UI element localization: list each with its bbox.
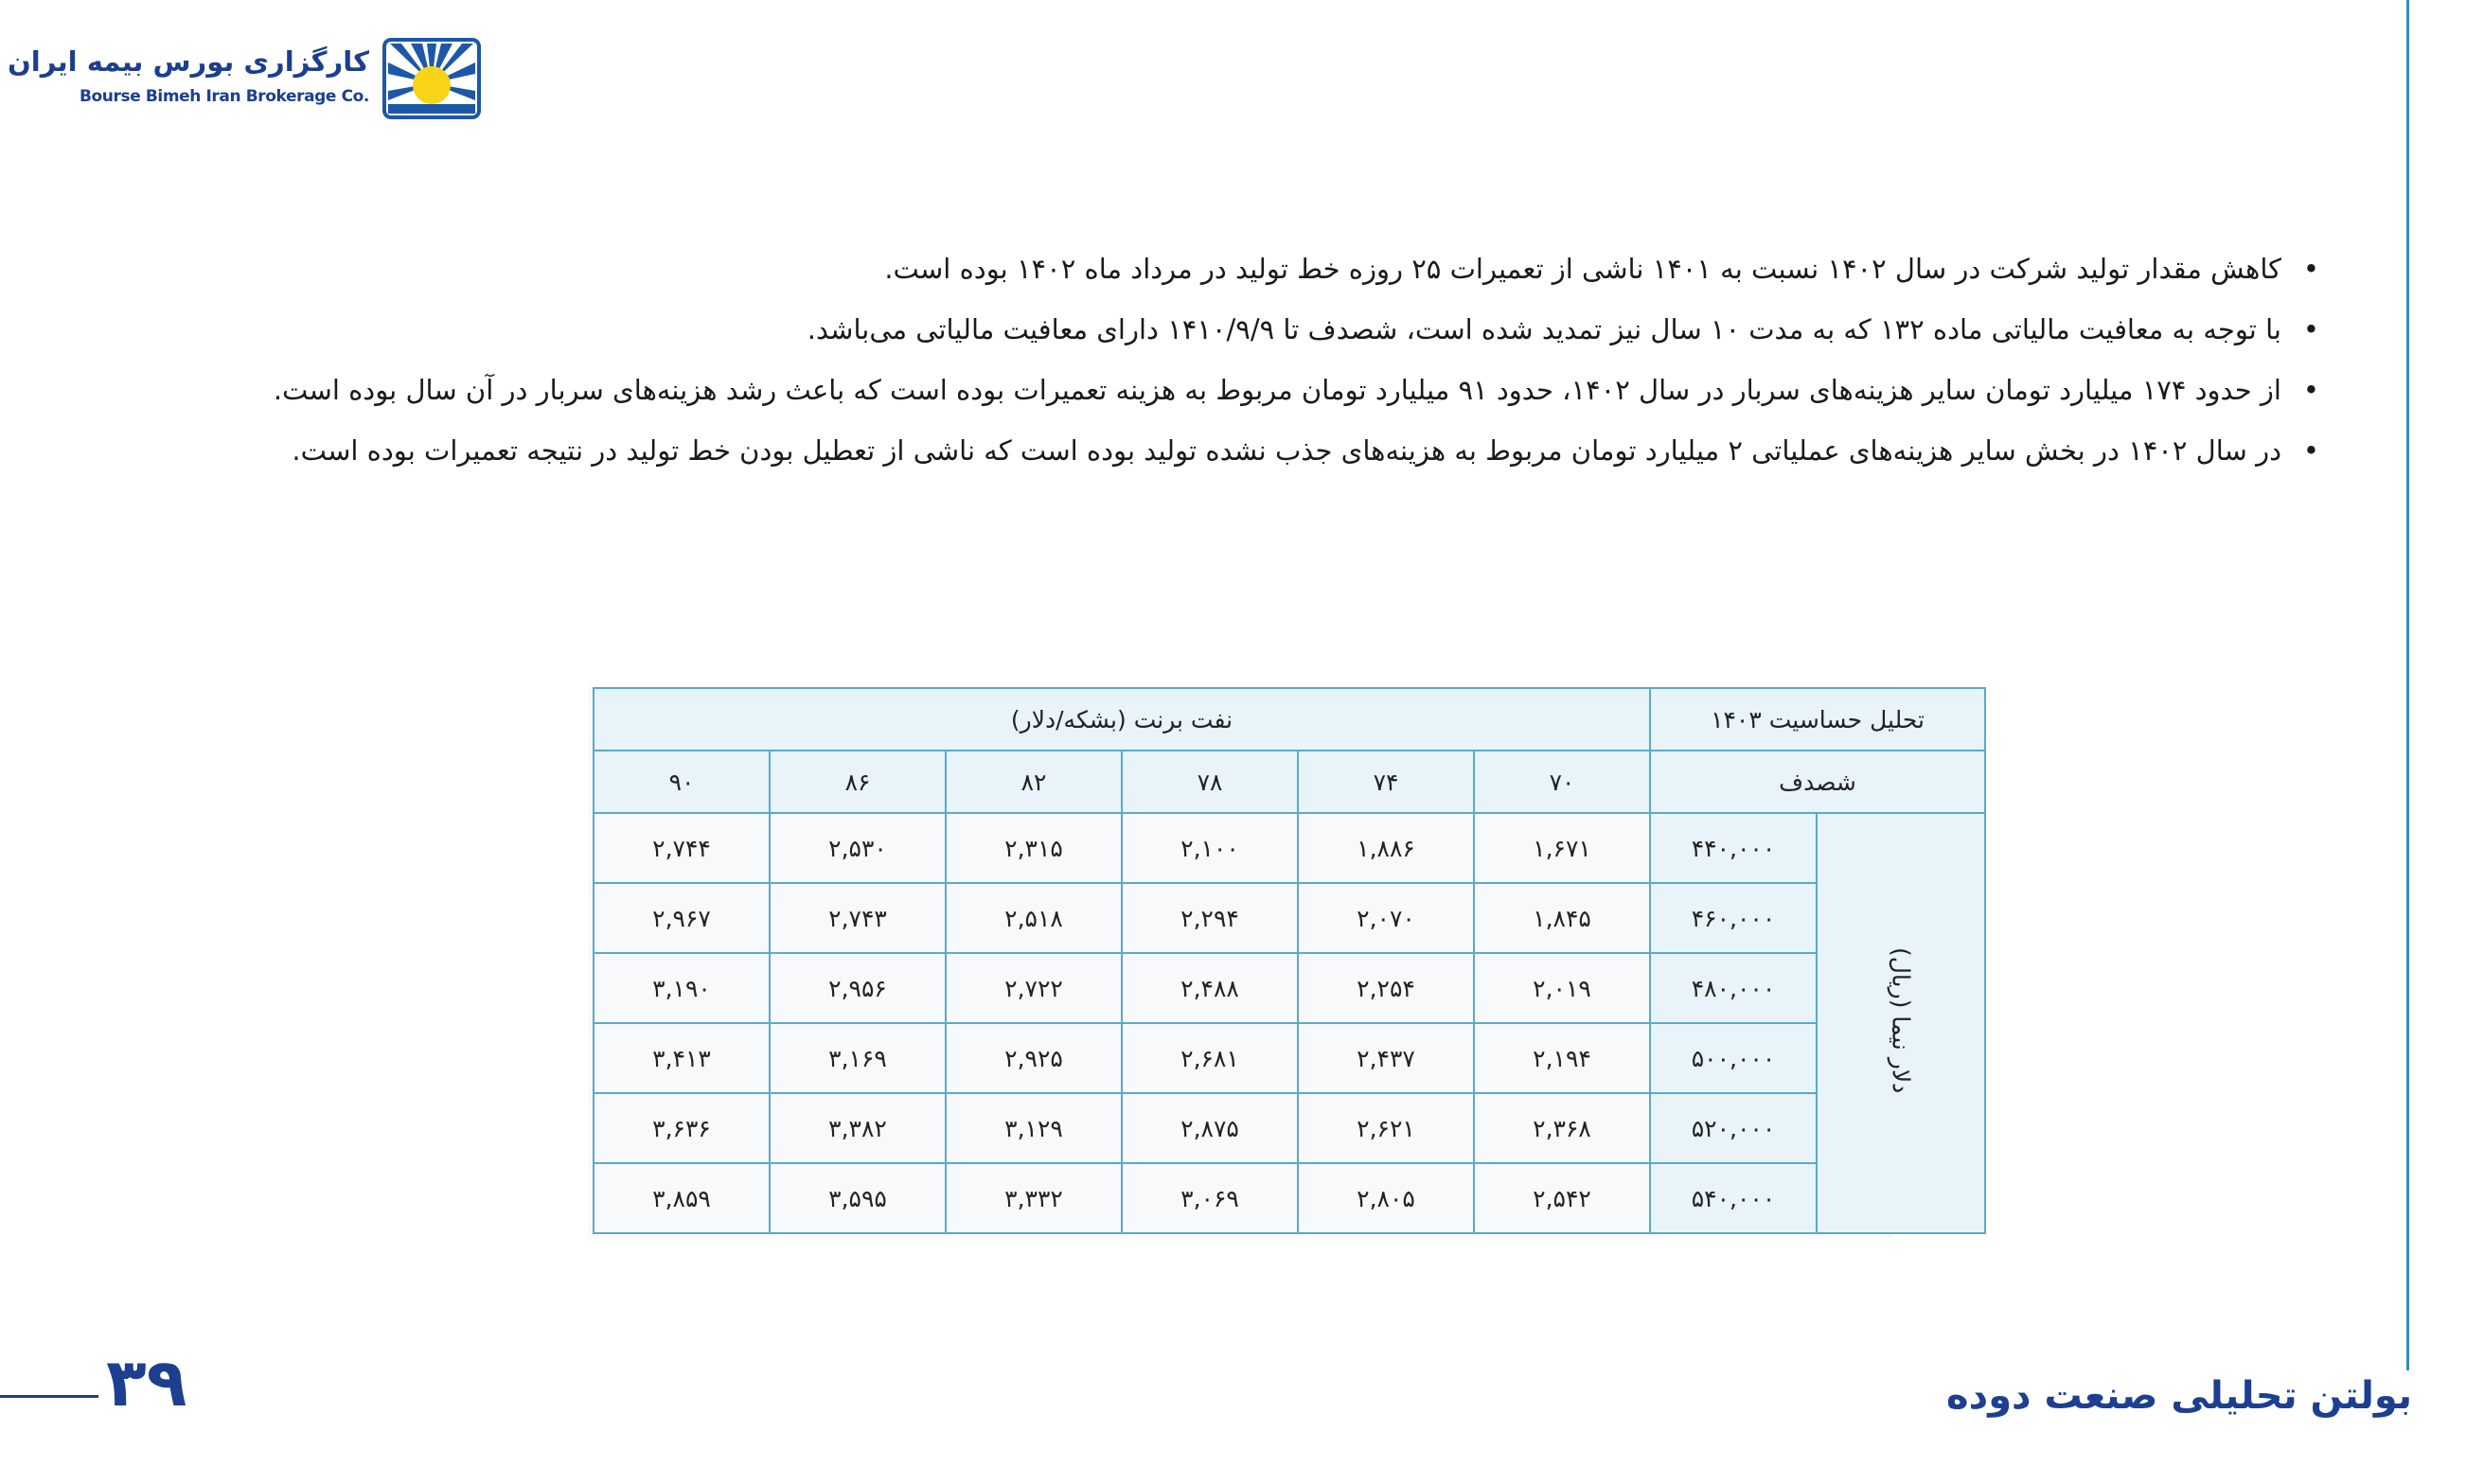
row-header: ۴۸۰,۰۰۰	[1650, 953, 1817, 1023]
row-header: ۵۴۰,۰۰۰	[1650, 1163, 1817, 1233]
table-cell: ۳,۶۳۶	[594, 1093, 770, 1163]
table-cell: ۲,۸۷۵	[1122, 1093, 1298, 1163]
row-header: ۵۰۰,۰۰۰	[1650, 1023, 1817, 1093]
page-number: ۳۹	[106, 1344, 187, 1422]
table-cell: ۳,۱۹۰	[594, 953, 770, 1023]
table-cell: ۲,۴۳۷	[1298, 1023, 1474, 1093]
row-header: ۴۴۰,۰۰۰	[1650, 813, 1817, 883]
bulletin-title: بولتن تحلیلی صنعت دوده	[1946, 1374, 2412, 1418]
company-logo	[8, 38, 481, 121]
nima-dollar-header	[1817, 813, 1985, 1233]
page-divider-line	[2406, 0, 2409, 1370]
table-cell: ۲,۷۴۳	[770, 883, 946, 953]
table-cell: ۳,۸۵۹	[594, 1163, 770, 1233]
row-header: ۵۲۰,۰۰۰	[1650, 1093, 1817, 1163]
brent-oil-header: نفت برنت (بشکه/دلار)	[594, 688, 1650, 751]
table-cell: ۳,۱۶۹	[770, 1023, 946, 1093]
table-cell: ۲,۷۲۲	[946, 953, 1122, 1023]
table-cell: ۲,۵۳۰	[770, 813, 946, 883]
table-cell: ۱,۸۸۶	[1298, 813, 1474, 883]
symbol-cell: شصدف	[1650, 751, 1985, 813]
table-cell: ۲,۲۹۴	[1122, 883, 1298, 953]
bullet-item: • کاهش مقدار تولید شرکت در سال ۱۴۰۲ نسبت به ۱۴۰۱ ناشی از تعمیرات ۲۵ روزه خط تولید در مرداد ماه ۱۴۰۲ بوده است.	[51, 238, 2323, 299]
table-title: تحلیل حساسیت ۱۴۰۳	[1650, 688, 1985, 751]
table-cell: ۲,۵۱۸	[946, 883, 1122, 953]
table-cell: ۳,۱۲۹	[946, 1093, 1122, 1163]
table-cell: ۲,۴۸۸	[1122, 953, 1298, 1023]
table-cell: ۳,۵۹۵	[770, 1163, 946, 1233]
table-cell: ۳,۴۱۳	[594, 1023, 770, 1093]
table-cell: ۱,۶۷۱	[1474, 813, 1650, 883]
page-number-underline	[0, 1395, 98, 1398]
table-cell: ۲,۶۲۱	[1298, 1093, 1474, 1163]
bullet-item: • با توجه به معافیت مالیاتی ماده ۱۳۲ که به مدت ۱۰ سال نیز تمدید شده است، شصدف تا ۱۴۱۰/۹/۹ دارای معافیت مالیاتی می‌باشد.	[51, 299, 2323, 360]
table-cell: ۳,۰۶۹	[1122, 1163, 1298, 1233]
column-header: ۷۰	[1474, 751, 1650, 813]
table-cell: ۳,۳۳۲	[946, 1163, 1122, 1233]
table-cell: ۱,۸۴۵	[1474, 883, 1650, 953]
logo-name-en: Bourse Bimeh Iran Brokerage Co.	[79, 87, 369, 106]
column-header: ۹۰	[594, 751, 770, 813]
table-cell: ۲,۰۱۹	[1474, 953, 1650, 1023]
bullet-list	[51, 238, 2323, 481]
column-header: ۸۶	[770, 751, 946, 813]
table-cell: ۲,۲۵۴	[1298, 953, 1474, 1023]
column-header: ۷۴	[1298, 751, 1474, 813]
table-cell: ۲,۹۶۷	[594, 883, 770, 953]
table-cell: ۲,۹۵۶	[770, 953, 946, 1023]
logo-name-fa: کارگزاری بورس بیمه ایران	[8, 45, 369, 78]
table-cell: ۳,۳۸۲	[770, 1093, 946, 1163]
sun-logo-icon	[382, 38, 481, 119]
table-cell: ۲,۱۹۴	[1474, 1023, 1650, 1093]
table-cell: ۲,۳۱۵	[946, 813, 1122, 883]
bullet-item: • از حدود ۱۷۴ میلیارد تومان سایر هزینه‌های سربار در سال ۱۴۰۲، حدود ۹۱ میلیارد تومان مربوط به هزینه تعمیرات بوده است که باعث رشد هزینه‌های سربار در آن سال بوده است.	[51, 360, 2323, 420]
bullet-item: • در سال ۱۴۰۲ در بخش سایر هزینه‌های عملیاتی ۲ میلیارد تومان مربوط به هزینه‌های جذب نشده تولید بوده است که ناشی از تعطیل بودن خط تولید در نتیجه تعمیرات بوده است.	[51, 420, 2323, 481]
sensitivity-table	[593, 687, 1986, 1234]
row-header: ۴۶۰,۰۰۰	[1650, 883, 1817, 953]
table-cell: ۲,۷۴۴	[594, 813, 770, 883]
table-cell: ۲,۳۶۸	[1474, 1093, 1650, 1163]
table-cell: ۲,۱۰۰	[1122, 813, 1298, 883]
nima-dollar-label: دلار نیما (ریال)	[1887, 946, 1915, 1094]
table-cell: ۲,۶۸۱	[1122, 1023, 1298, 1093]
table-cell: ۲,۹۲۵	[946, 1023, 1122, 1093]
table-cell: ۲,۸۰۵	[1298, 1163, 1474, 1233]
column-header: ۸۲	[946, 751, 1122, 813]
column-header: ۷۸	[1122, 751, 1298, 813]
table-cell: ۲,۵۴۲	[1474, 1163, 1650, 1233]
table-cell: ۲,۰۷۰	[1298, 883, 1474, 953]
